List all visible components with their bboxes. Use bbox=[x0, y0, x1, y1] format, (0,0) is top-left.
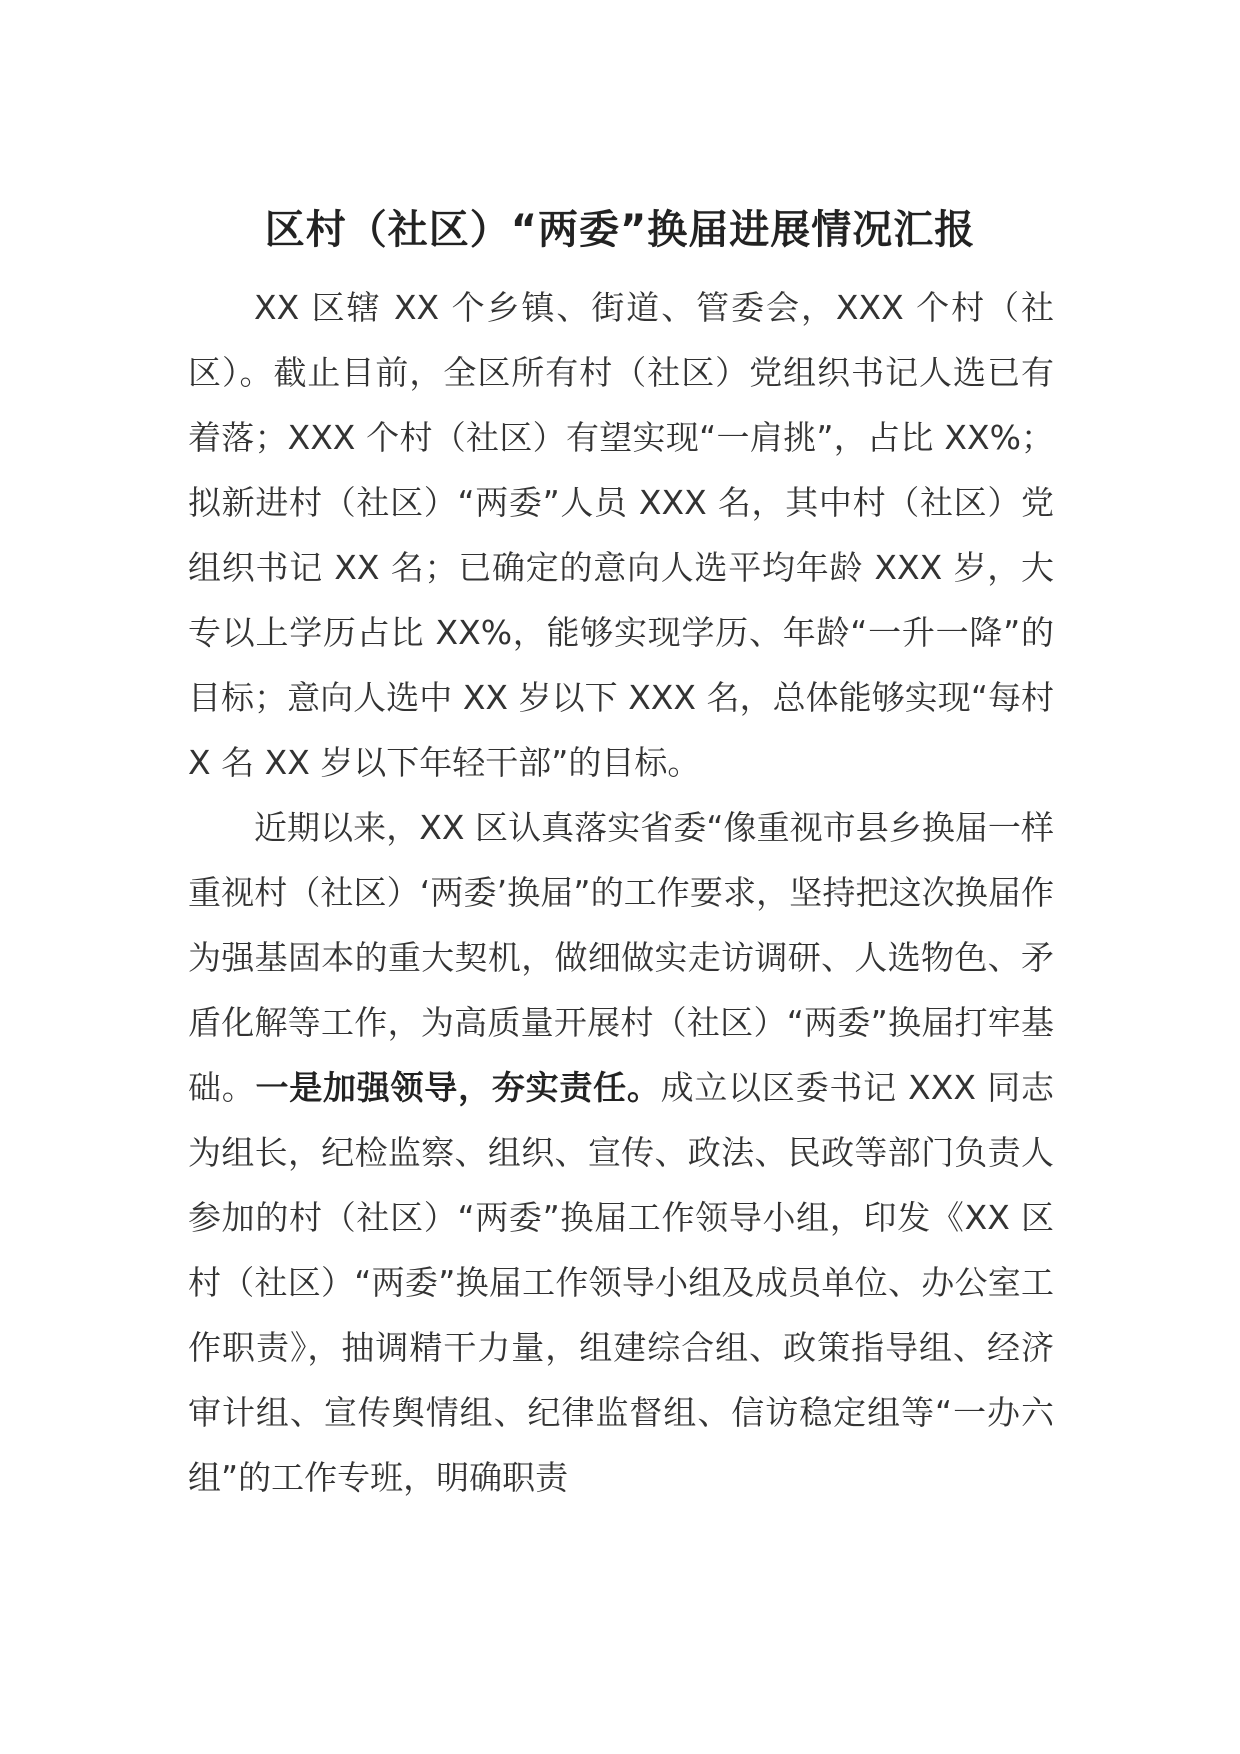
paragraph-summary: XX 区辖 XX 个乡镇、街道、管委会，XXX 个村（社区）。截止目前，全区所有村（社区）党组织书记人选已有着落；XXX 个村（社区）有望实现“一肩挑”，占比 XX%；拟新进村（社区）“两委”人员 XXX 名，其中村（社区）党组织书记 XX 名；已确定的意向人选平均年龄 XXX 岁，大专以上学历占比 XX%，能够实现学历、年龄“一升一降”的目标；意向人选中 XX 岁以下 XXX 名，总体能够实现“每村 X 名 XX 岁以下年轻干部”的目标。 bbox=[188, 288, 1054, 782]
paragraph-progress-intro: 近期以来，XX 区认真落实省委“像重视市县乡换届一样重视村（社区）‘两委’换届”的工作要求，坚持把这次换届作为强基固本的重大契机，做细做实走访调研、人选物色、矛盾化解等工作，为高质量开展村（社区）“两委”换届打牢基础。 bbox=[188, 808, 1054, 1107]
document-body bbox=[188, 275, 1054, 1510]
paragraph-progress-heading: 一是加强领导，夯实责任。 bbox=[255, 1068, 661, 1107]
document-title: 区村（社区）“两委”换届进展情况汇报 bbox=[264, 207, 976, 253]
paragraph-progress bbox=[188, 795, 1054, 1510]
paragraph-progress-detail: 成立以区委书记 XXX 同志为组长，纪检监察、组织、宣传、政法、民政等部门负责人参加的村（社区）“两委”换届工作领导小组，印发《XX 区村（社区）“两委”换届工作领导小组及成员单位、办公室工作职责》，抽调精干力量，组建综合组、政策指导组、经济审计组、宣传舆情组、纪律监督组、信访稳定组等“一办六组”的工作专班，明确职责 bbox=[188, 1068, 1054, 1497]
